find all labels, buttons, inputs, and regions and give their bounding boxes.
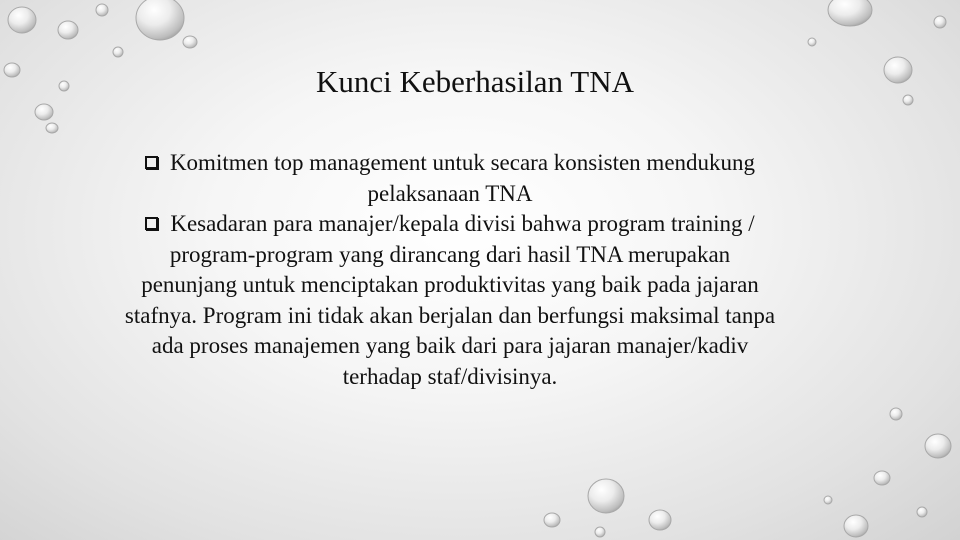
bullet-list [120,148,780,392]
checkbox-square-icon [145,156,158,169]
bullet-text: Komitmen top management untuk secara konsisten mendukung pelaksanaan TNA [169,150,756,206]
slide-title: Kunci Keberhasilan TNA [316,64,634,99]
water-drop-cluster-bottom [544,408,951,537]
checkbox-square-icon [145,217,158,230]
bullet-item [120,209,780,392]
bullet-item [120,148,780,209]
bullet-text: Kesadaran para manajer/kepala divisi bahwa program training / program-program yang dirancang dari hasil TNA merupakan penunjang untuk menciptakan produktivitas yang baik pada jajaran stafnya. Program ini tidak akan berjalan dan berfungsi maksimal tanpa ada proses manajemen yang baik dari para jajaran manajer/kadiv terhadap staf/divisinya. [124,211,776,389]
